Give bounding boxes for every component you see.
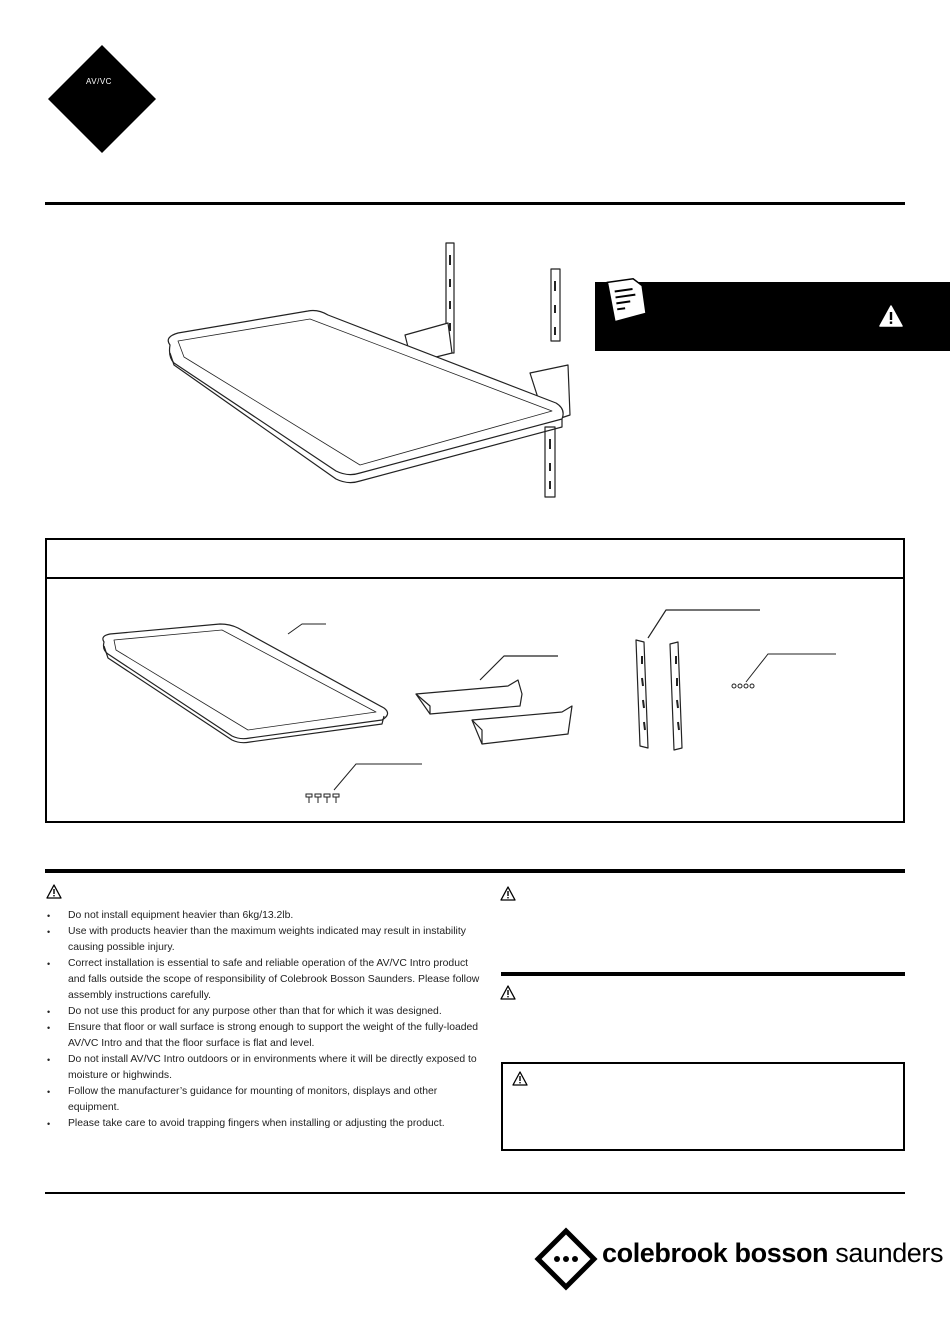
warning-triangle-icon: [879, 305, 903, 327]
caution-box: [501, 1062, 905, 1151]
warning-item: • Do not use this product for any purpose other than that for which it was designed.: [46, 1004, 486, 1020]
logo-text: AV/VC: [86, 77, 112, 86]
right-column-rule: [501, 972, 905, 976]
brand-wordmark-light: saunders: [828, 1238, 944, 1268]
brand-wordmark: [602, 1238, 943, 1269]
brand-wordmark-bold: colebrook bosson: [602, 1238, 829, 1268]
header-rule: [45, 202, 905, 205]
footer-rule: [45, 1192, 905, 1194]
part-brackets-illustration: [412, 650, 582, 750]
warnings-rule: [45, 869, 905, 873]
warning-triangle-icon: [46, 884, 62, 899]
warning-triangle-icon: [500, 985, 516, 1000]
warning-item: • Please take care to avoid trapping fingers when installing or adjusting the product.: [46, 1116, 486, 1132]
warning-item: • Ensure that floor or wall surface is strong enough to support the weight of the fully-loaded AV/VC Intro and that the floor surface is flat and level.: [46, 1020, 486, 1052]
warning-triangle-icon: [500, 886, 516, 901]
warning-item: • Use with products heavier than the maximum weights indicated may result in instability causing possible injury.: [46, 924, 486, 956]
parts-box-header-rule: [45, 577, 905, 579]
document-icon: [606, 278, 646, 322]
logo-redaction-bar: [69, 92, 127, 112]
warning-triangle-icon: [512, 1071, 528, 1086]
part-small-screws-illustration: [728, 650, 840, 694]
warning-item: • Do not install equipment heavier than 6kg/13.2lb.: [46, 908, 486, 924]
cbs-diamond-logo-icon: [535, 1228, 597, 1290]
warning-item: • Follow the manufacturer’s guidance for mounting of monitors, displays and other equipment.: [46, 1084, 486, 1116]
assembled-product-illustration: [150, 235, 590, 505]
part-screws-illustration: [302, 758, 426, 806]
part-desk-top-illustration: [100, 620, 430, 750]
warning-item: • Correct installation is essential to safe and reliable operation of the AV/VC Intro product and falls outside the scope of responsibility of Colebrook Bosson Saunders. Please follow assembly instructions carefully.: [46, 956, 486, 1004]
warning-item: • Do not install AV/VC Intro outdoors or in environments where it will be directly exposed to moisture or highwinds.: [46, 1052, 486, 1084]
warnings-list: [46, 908, 486, 1132]
